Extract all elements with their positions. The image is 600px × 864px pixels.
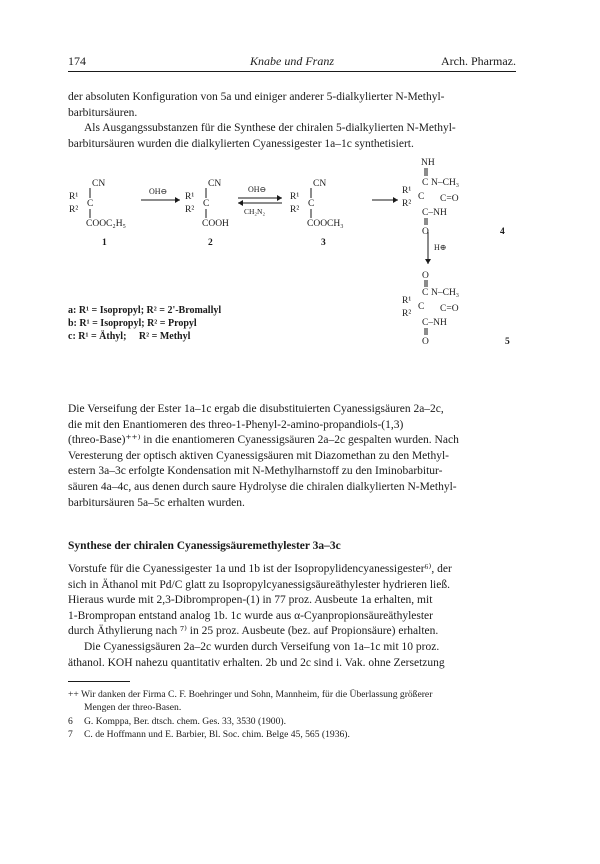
- text-line: Als Ausgangssubstanzen für die Synthese der chiralen 5-dialkylierten N-Methyl-: [84, 122, 456, 135]
- synthesis-paragraph: [68, 562, 516, 671]
- arrow-saponification: [141, 187, 180, 203]
- reagent-label: OH⊖: [248, 185, 267, 194]
- reference-number: 6: [68, 715, 73, 727]
- reagent-label: CH₂N₂: [244, 207, 266, 216]
- text-line: durch Äthylierung nach ⁷⁾ in 25 proz. Ausbeute (bez. auf Propionsäure) erhalten.: [68, 625, 439, 638]
- r1-label: R¹: [402, 186, 412, 196]
- compound-label: 4: [500, 227, 505, 237]
- amide-group: C–NH: [422, 208, 447, 218]
- r2-label: R²: [402, 199, 412, 209]
- footnote-thanks-continued: Mengen der threo-Basen.: [84, 702, 182, 714]
- compound-2-structure: [185, 179, 229, 248]
- n-methyl-group: N–CH₃: [431, 178, 460, 188]
- compound-4-structure: [402, 158, 505, 237]
- substituent-legend: [68, 304, 221, 343]
- arrow-condensation: [372, 197, 398, 203]
- carbon-label: C: [203, 199, 210, 209]
- reagent-label: H⊕: [434, 243, 447, 252]
- footnote-thanks: ++ Wir danken der Firma C. F. Boehringer und Sohn, Mannheim, für die Überlassung größerer: [68, 689, 433, 700]
- text-line: (threo-Base)⁺⁺⁾ in die enantiomeren Cyanessigsäuren 2a–2c gespalten wurden. Nach: [68, 434, 459, 447]
- text-line: barbitursäuren.: [68, 106, 138, 119]
- r2-label: R²: [402, 309, 412, 319]
- r1-label: R¹: [402, 296, 412, 306]
- text-line: barbitursäuren wurden die dialkylierten Cyanessigester 1a–1c synthetisiert.: [68, 137, 414, 150]
- r1-label: R¹: [185, 192, 195, 202]
- r2-label: R²: [290, 205, 300, 215]
- compound-5-structure: [402, 271, 510, 347]
- reference-6: [68, 715, 516, 728]
- r2-label: R²: [185, 205, 195, 215]
- legend-row-b: b: R¹ = Isopropyl; R² = Propyl: [68, 318, 197, 329]
- compound-label: 2: [208, 238, 213, 248]
- carbon-label: C: [422, 178, 429, 188]
- text-line: Die Cyanessigsäuren 2a–2c wurden durch Verseifung von 1a–1c mit 10 proz.: [84, 640, 440, 653]
- legend-row-c: c: R¹ = Äthyl; R² = Methyl: [68, 331, 191, 342]
- oxo-group: O: [422, 337, 429, 347]
- footnotes: [68, 688, 516, 742]
- text-line: barbitursäuren 5a–5c erhalten wurden.: [68, 496, 245, 509]
- amide-group: C–NH: [422, 318, 447, 328]
- compound-1-structure: [69, 179, 126, 248]
- imino-group: NH: [421, 158, 435, 168]
- text-line: äthanol. KOH nahezu quantitativ erhalten. 2b und 2c sind i. Vak. ohne Zersetzung: [68, 656, 445, 669]
- text-line: die mit den Enantiomeren des threo-1-Phenyl-2-amino-propandiols-(1,3): [68, 418, 404, 431]
- carbon-label: C: [308, 199, 315, 209]
- intro-paragraph: [68, 90, 516, 152]
- text-line: Hieraus wurde mit 2,3-Dibrompropen-(1) in 77 proz. Ausbeute 1a erhalten, mit: [68, 594, 433, 607]
- header-rule: [68, 71, 516, 72]
- compound-label: 5: [505, 337, 510, 347]
- cyano-group: CN: [92, 179, 106, 189]
- cyano-group: CN: [313, 179, 327, 189]
- page-number: 174: [68, 54, 86, 68]
- compound-label: 3: [321, 238, 326, 248]
- reagent-label: OH⊖: [149, 187, 168, 196]
- arrow-hydrolysis: [425, 232, 446, 264]
- methyl-ester-group: COOCH₃: [307, 219, 344, 229]
- reference-text: G. Komppa, Ber. dtsch. chem. Ges. 33, 3530 (1900).: [84, 715, 286, 727]
- acid-group: COOH: [202, 219, 229, 229]
- oxo-group: O: [422, 271, 429, 281]
- text-line: säuren 4a–4c, aus denen durch saure Hydrolyse die chiralen dialkylierten N-Methyl-: [68, 480, 457, 493]
- text-line: Veresterung der optisch aktiven Cyanessigsäuren mit Diazomethan zu den Methyl-: [68, 449, 449, 462]
- carbon-label: C: [422, 288, 429, 298]
- text-line: der absoluten Konfiguration von 5a und einiger anderer 5-dialkylierter N-Methyl-: [68, 91, 445, 103]
- oxo-group: O: [422, 227, 429, 237]
- text-line: 1-Brompropan entstand analog 1b. 1c wurde aus α-Cyanpropionsäureäthylester: [68, 609, 433, 622]
- r1-label: R¹: [290, 192, 300, 202]
- legend-row-a: a: R¹ = Isopropyl; R² = 2'-Bromallyl: [68, 305, 222, 316]
- reference-7: [68, 728, 516, 741]
- n-methyl-group: N–CH₃: [431, 288, 460, 298]
- reference-text: C. de Hoffmann und E. Barbier, Bl. Soc. chim. Belge 45, 565 (1936).: [84, 729, 350, 741]
- compound-3-structure: [290, 179, 344, 248]
- footnote-rule: [68, 681, 130, 682]
- reference-number: 7: [68, 729, 73, 741]
- compound-label: 1: [102, 238, 107, 248]
- cyano-group: CN: [208, 179, 222, 189]
- arrow-esterification: [238, 185, 282, 216]
- carbon-label: C: [418, 192, 425, 202]
- carbon-label: C: [87, 199, 94, 209]
- running-authors: Knabe und Franz: [250, 54, 334, 68]
- journal-name: Arch. Pharmaz.: [441, 54, 516, 68]
- ester-group: COOC₂H₅: [86, 219, 126, 229]
- text-line: estern 3a–3c erfolgte Kondensation mit N-Methylharnstoff zu den Iminobarbitur-: [68, 465, 443, 478]
- carbon-label: C: [418, 302, 425, 312]
- page-header: [68, 54, 516, 70]
- carbonyl-group: C=O: [440, 194, 459, 204]
- text-line: sich in Äthanol mit Pd/C glatt zu Isopropylcyanessigsäureäthylester hydrieren ließ.: [68, 578, 450, 591]
- hydrolysis-paragraph: [68, 402, 516, 511]
- carbonyl-group: C=O: [440, 304, 459, 314]
- r1-label: R¹: [69, 192, 79, 202]
- text-line: Vorstufe für die Cyanessigester 1a und 1b ist der Isopropylidencyanessigester⁶⁾, der: [68, 563, 452, 575]
- section-heading: Synthese der chiralen Cyanessigsäuremethylester 3a–3c: [68, 540, 341, 552]
- text-line: Die Verseifung der Ester 1a–1c ergab die disubstituierten Cyanessigsäuren 2a–2c,: [68, 403, 444, 415]
- r2-label: R²: [69, 205, 79, 215]
